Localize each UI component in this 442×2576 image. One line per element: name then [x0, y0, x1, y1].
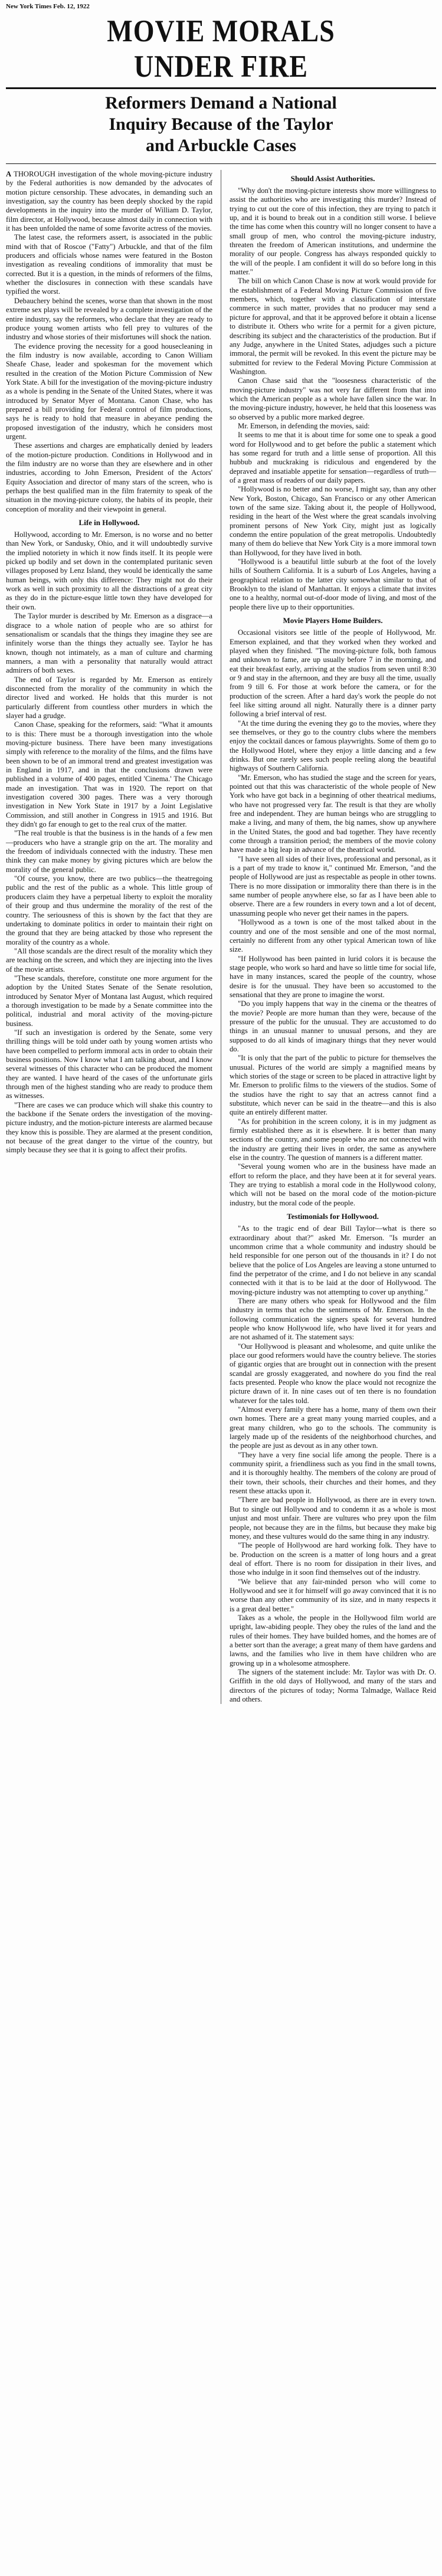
article-paragraph: "They have a very fine social life among the people. There is a community spirit, a friendliness such as you find in the small towns, and it is thoroughly healthy. The members of the colony are proud of their town, their schools, their churches and their homes, and they resent these attacks upon it. — [230, 1450, 437, 1496]
deck-rule — [6, 163, 436, 164]
article-paragraph: "As for prohibition in the screen colony, it is in my judgment as firmly established there as it is elsewhere. It is better than many sections of the country, and some people who are not connected with the industry are getting their lives in order, the same as anywhere else in the country. The question of manners is a different matter. — [230, 1117, 437, 1162]
article-paragraph: "Almost every family there has a home, many of them own their own homes. There are a great many young married couples, and a great many children, who go to the schools. The community is largely made up of the residents of the neighborhood churches, and the people are just as devout as in any other town. — [230, 1405, 437, 1450]
article-paragraph: The signers of the statement include: Mr. Taylor was with Dr. O. Griffith in the old days of Hollywood, and many of the stars and directors of the pictures of today; Norma Talmadge, Wallace Reid and others. — [230, 1668, 437, 1704]
article-paragraph: "I have seen all sides of their lives, professional and personal, as it is a part of my trade to know it," continued Mr. Emerson, "and the people of Hollywood are just as respectable as people in other towns. There is no more dissipation or immorality there than there is in the same number of people anywhere else, so far as I have been able to observe. There are a few rounders in every town and a lot of decent, unassuming people who never get their names in the papers. — [230, 854, 437, 917]
deck-line-3: and Arbuckle Cases — [145, 136, 297, 155]
headline-line-2: UNDER FIRE — [134, 48, 308, 84]
article-paragraph: "Several young women who are in the business have made an effort to reform the place, and they have been at it for several years. They are trying to establish a moral code in the Hollywood colony, which will not be based on the moral code of the motion-picture industry, but the moral code of the people. — [230, 1162, 437, 1207]
article-paragraph: The latest case, the reformers assert, is associated in the public mind with that of Roscoe ("Fatty") Arbuckle, and that of the film producers and officials whose names were featured in the Boston investigation as revealing conditions of immorality that must be corrected. But it is a question, in the minds of reformers of the films, whether the disclosures in connection with these scandals have typified the worst. — [6, 233, 213, 296]
article-paragraph: "At the time during the evening they go to the movies, where they see themselves, or they go to the country clubs where the members enjoy the cocktail dances or famous playwrights. Some of them go to the Hollywood Hotel, where they enjoy a little dancing and a few drinks. But one rarely sees such people reeling along the beautiful highways of Southern California. — [230, 719, 437, 773]
source-line: New York Times Feb. 12, 1922 — [6, 3, 90, 10]
article-paragraph: Canon Chase, speaking for the reformers, said: "What it amounts to is this: There must be a thorough investigation into the whole moving-picture business. There have been many investigations simply with reference to the morality of the films, and the films have been shown to be of an immoral trend and greatest investigation was in England in 1917, and in that the conclusions drawn were published in a volume of 400 pages, entitled 'Cinema.' The Chicago made an investigation. That was in 1920. The report on that investigation covered 300 pages. There was a very thorough investigation in New York State in 1917 by a Joint Legislative Commission, and still another in Congress in 1915 and 1916. But they didn't go far enough to get to the real crux of the matter. — [6, 720, 213, 829]
article-paragraph: Occasional visitors see little of the people of Hollywood, Mr. Emerson explained, and that they worked when they worked and played when they finished. "The moving-picture folk, both famous and unknown to fame, are up usually before 7 in the morning, and eat their breakfast early, arriving at the studios from seven until 8:30 or 9 and stay in the afternoon, and they are busy all the time, usually from 9 till 6. For those at work before the camera, or for the production of the screen. After a hard day's work the people do not feel like sitting around all night. Naturally there is a dinner party following a brief interval of rest. — [230, 628, 437, 719]
article-paragraph: "Do you imply happens that way in the cinema or the theatres of the movie? People are more human than they were, because of the pressure of the public for the unusual. They are accustomed to do things in an unusual manner to unusual persons, and they are supposed to do all kinds of imaginary things that they never would do. — [230, 999, 437, 1053]
article-paragraph: "There are cases we can produce which will shake this country to the backbone if the Senate orders the investigation of the moving-picture industry, and the motion-picture interests are alarmed because they know this is possible. They are alarmed at the present condition, not because of the great danger to the virtue of the country, but simply because they see that it is going to affect their profits. — [6, 1100, 213, 1155]
article-paragraph: The bill on which Canon Chase is now at work would provide for the establishment of a Federal Moving Picture Commission of five members, which, together with a classification of interstate commerce in such matter, provides that no producer may send a picture for approval, and that it be approved before it obtain a license to distribute it. Others who write for a permit for a given picture, describing its subject and the characteristics of the production. But if any Judge, anywhere in the United States, adjudges such a picture immoral, the permit will be revoked. In this event the picture may be submitted for review to the Federal Moving Picture Commission at Washington. — [230, 277, 437, 376]
article-paragraph: "Our Hollywood is pleasant and wholesome, and quite unlike the place our good reformers would have the country believe. The stories of gigantic orgies that are brought out in connection with the present scandal are grossly exaggerated, and nowhere do you find the real facts presented. People who know the place would not recognize the picture drawn of it. In nine cases out of ten there is no foundation whatever for the tales told. — [230, 1342, 437, 1405]
article-paragraph: The evidence proving the necessity for a good housecleaning in the film industry is now available, according to Canon William Sheafe Chase, leader and spokesman for the movement which resulted in the creation of the Motion Picture Commission of New York State. A bill for the investigation of the moving-picture industry as a whole is pending in the Senate of the United States, where it was introduced by Senator Myer of Montana. Canon Chase, who has prepared a bill providing for Federal control of film productions, says he is ready to hold that measure in abeyance pending the proposed investigation of the industry, which he considers most urgent. — [6, 342, 213, 441]
article-paragraph: A THOROUGH investigation of the whole moving-picture industry by the Federal authorities is now demanded by the advocates of motion picture censorship. These advocates, in demanding such an investigation, say the country has been deeply shocked by the rapid developments in the inquiry into the murder of William D. Taylor, film director, at Hollywood, because almost daily in connection with it has been unfolded the name of some favorite actress of the movies. — [6, 170, 213, 233]
column-left — [6, 170, 212, 1155]
deck — [18, 93, 424, 156]
article-paragraph: "Hollywood as a town is one of the most talked about in the country and one of the most sensible and one of the most normal, certainly no different from any other typical American town of like size. — [230, 918, 437, 954]
article-paragraph: "There are bad people in Hollywood, as there are in every town. But to single out Hollywood and to condemn it as a whole is most unjust and most unfair. There are vultures who prey upon the film people, not because they are in the films, but because they make big money, and these vultures would do the same thing in any industry. — [230, 1496, 437, 1541]
deck-line-1: Reformers Demand a National — [105, 93, 337, 113]
article-paragraph: "Of course, you know, there are two publics—the theatregoing public and the rest of the public as a whole. This little group of producers claim they have a perpetual liberty to exploit the morality of their group and thus undermine the morality of the rest of the country. The seriousness of this is shown by the fact that they are undertaking to dominate politics in order to maintain their right on the ground that they are being attacked by those who represent the morality of the country as a whole. — [6, 874, 213, 946]
section-subhead: Life in Hollywood. — [78, 518, 140, 527]
article-paragraph: "If Hollywood has been painted in lurid colors it is because the stage people, who work so hard and have so little time for social life, have in many instances, scared the people of the country, whose desire is for the unusual. They have been so accustomed to the sensational that they are prone to imagine the worst. — [230, 954, 437, 999]
headline-rule — [6, 87, 436, 89]
article-paragraph: "The people of Hollywood are hard working folk. They have to be. Production on the screen is a matter of long hours and a great deal of effort. There is no room for dissipation in their lives, and those who indulge in it soon find themselves out of the industry. — [230, 1541, 437, 1577]
article-paragraph: "Mr. Emerson, who has studied the stage and the screen for years, pointed out that this was characteristic of the whole people of New York who have got back in a beginning of other theatrical mediums, who have not progressed very far. The result is that they are wholly free and independent. They are human beings who are struggling to make a living, and many of them, the big names, show up anywhere in the United States, the good and bad together. They have recently come through a transition period; the members of the movie colony have made a big leap in advance of the theatrical world. — [230, 773, 437, 854]
article-paragraph: "Hollywood is a beautiful little suburb at the foot of the lovely hills of Southern California. It is a suburb of Los Angeles, having a geographical relation to the latter city somewhat similar to that of Brooklyn to the island of Manhattan. It enjoys a climate that invites one to a healthy, normal out-of-door mode of living, and most of the people there live up to their opportunities. — [230, 558, 437, 611]
article-paragraph: "These scandals, therefore, constitute one more argument for the adoption by the United States Senate of the Senate resolution, introduced by Senator Myer of Montana last August, which required a thorough investigation to be made by a Senate committee into the political, industrial and moral activity of the moving-picture business. — [6, 974, 213, 1028]
article-paragraph: The Taylor murder is described by Mr. Emerson as a disgrace—a disgrace to a whole nation of people who are so athirst for sensationalism or scandals that the things they imagine they see are infinitely worse than the things they actually see. Taylor he has known, though not intimately, as a man of culture and charming manners, a man with a personality that naturally would attract admirers of both sexes. — [6, 612, 213, 675]
article-paragraph: The end of Taylor is regarded by Mr. Emerson as entirely disconnected from the morality of the community in which the director lived and worked. He holds that this murder is not particularly different from countless other murders in which the slayer had a grudge. — [6, 675, 213, 720]
article-paragraph: Mr. Emerson, in defending the movies, said: — [238, 421, 370, 430]
article-paragraph: Debauchery behind the scenes, worse than that shown in the most extreme sex plays will be revealed by a complete investigation of the entire industry, say the reformers, who declare that they are ready to produce young women artists who fell prey to vultures of the industry and whose stories of their misfortunes will shock the nation. — [6, 296, 213, 342]
article-paragraph: These assertions and charges are emphatically denied by leaders of the motion-picture production. Conditions in Hollywood and in the film industry are no worse than they are elsewhere and in other industries, according to John Emerson, President of the Actors' Equity Association and director of many stars of the screen, who is perhaps the best qualified man in the film fraternity to speak of the situation in the moving-picture colony, the habits of its people, their conception of morality and their viewpoint in general. — [6, 441, 213, 513]
article-paragraph: "It is only that the part of the public to picture for themselves the unusual. Pictures of the world are simply a magnified means by which stories of the stage or screen to be placed in attractive light by Mr. Emerson to prolific films to the viewers of the studios. Some of the studios have the right to say that an actress cannot find a substitute, which never can be said in the theatre—and this is also quite an entirely different matter. — [230, 1054, 437, 1117]
article-columns — [6, 170, 436, 1704]
article-paragraph: "All those scandals are the direct result of the morality which they are teaching on the screen, and which they are injecting into the lives of the movie artists. — [6, 946, 213, 974]
deck-line-2: Inquiry Because of the Taylor — [109, 114, 333, 134]
headline-line-1: MOVIE MORALS — [107, 13, 335, 48]
article-paragraph: "We believe that any fair-minded person who will come to Hollywood and see it for himself will go away convinced that it is no worse than any other community of its size, and in many respects it is a great deal better." — [230, 1577, 437, 1613]
article-paragraph: Hollywood, according to Mr. Emerson, is no worse and no better than New York, or Sandusky, Ohio, and it will undoubtedly survive the implied notoriety in which it now finds itself. It its people were picked up bodily and set down in the contemplated puritanic seven villages proposed by Lenz Island, they would be identically the same human beings, with only this difference: They might not do their work as well in such proximity to all the distractions of a great city as they do in the picture-esque little town they have developed for their own. — [6, 530, 213, 611]
article-paragraph: "As to the tragic end of dear Bill Taylor—what is there so extraordinary about that?" asked Mr. Emerson. "Is murder an uncommon crime that a whole community and industry should be held responsible for one person out of the thousands in it? I do not believe that the police of Los Angeles are leaving a stone unturned to find the perpetrator of the crime, and I do not believe in any scandal connected with it that is to be laid at the door of Hollywood. The moving-picture industry was not attempting to cover up anything." — [230, 1224, 437, 1296]
article-paragraph: There are many others who speak for Hollywood and the film industry in terms that echo the sentiments of Mr. Emerson. In the following communication the signers speak for several hundred people who know Hollywood life, who have lived it for years and are not ashamed of it. The statement says: — [230, 1296, 437, 1342]
headline — [6, 14, 436, 83]
article-paragraph: "Why don't the moving-picture interests show more willingness to assist the authorities who are investigating this murder? Instead of trying to cut out the core of this infection, they are trying to patch it up, and it is bound to break out in a condition still worse. I believe the time has come when this country will no longer consent to have a small group of men, who control the moving-picture industry, threaten the freedom of American institutions, and undermine the morality of our people. Congress has always responded quickly to the will of the people. I am confident it will do so before long in this matter." — [230, 186, 437, 277]
column-right — [230, 170, 436, 1704]
article-paragraph: Takes as a whole, the people in the Hollywood film world are upright, law-abiding people. They obey the rules of the land and the rules of their homes. They have builded homes, and the homes are of a better sort than the average; a great many of them have gardens and lawns, and the families who live in them have children who are growing up in a wholesome atmosphere. — [230, 1613, 437, 1667]
section-subhead: Should Assist Authorities. — [290, 174, 375, 183]
article-paragraph: "If such an investigation is ordered by the Senate, some very thrilling things will be told under oath by young women artists who have been compelled to perform immoral acts in order to obtain their business positions. Now I know what I am talking about, and I know several witnesses of this character who can be produced the moment they are wanted. I have heard of the cases of the unfortunate girls through men of the highest standing who are ready to produce them as witnesses. — [6, 1028, 213, 1100]
article-paragraph: "Hollywood is no better and no worse, I might say, than any other New York, Boston, Chicago, San Francisco or any other American town of the same size. Taking about it, the people of Hollywood, residing in the heart of the West where the great scandals involving prominent persons of New York City, might just as logically condemn the entire population of the great metropolis. Undoubtedly many of them do believe that New York City is a more immoral town than Hollywood, for they have lived in both. — [230, 485, 437, 557]
section-subhead: Movie Players Home Builders. — [283, 616, 383, 625]
article-paragraph: "The real trouble is that the business is in the hands of a few men—producers who have a strangle grip on the art. The morality and the freedom of individuals connected with the industry. These men think they can make money by giving pictures which are below the morality of the general public. — [6, 829, 213, 874]
article-paragraph: Canon Chase said that the "loosesness characteristic of the moving-picture industry" was not very far different from that into which the American people as a whole have fallen since the war. In the moving-picture industry, however, he held that this looseness was so observed by a public more marked degree. — [230, 376, 437, 421]
article-paragraph: It seems to me that it is about time for some one to speak a good word for Hollywood and to get before the public a statement which has some regard for truth and a little sense of proportion. All this hubbub and muckraking is ridiculous and engendered by the depraved and insatiable appetite for sensation—regardless of truth—of a great mass of readers of our daily papers. — [230, 431, 437, 484]
section-subhead: Testimonials for Hollywood. — [287, 1212, 379, 1221]
